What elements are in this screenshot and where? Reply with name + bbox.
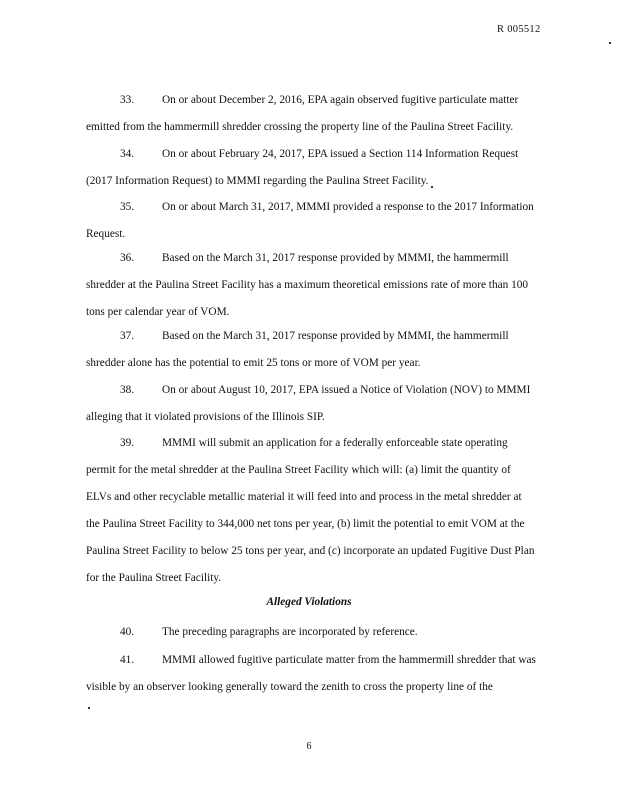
page-number: 6 (306, 741, 312, 752)
paragraph-33 (86, 87, 538, 141)
paragraph-41 (86, 647, 538, 701)
paragraph-35 (86, 194, 538, 248)
paragraph-text: On or about August 10, 2017, EPA issued a Notice of Violation (NOV) to MMMI alleging that it violated provisions of the Illinois SIP. (86, 384, 531, 423)
paragraph-number: 37. (120, 330, 135, 342)
paragraph-text: Based on the March 31, 2017 response provided by MMMI, the hammermill shredder at the Paulina Street Facility has a maximum theoretical emissions rate of more than 100 tons per calendar year of VOM. (86, 252, 529, 318)
paragraph-number: 33. (120, 94, 135, 106)
paragraph-text: On or about February 24, 2017, EPA issued a Section 114 Information Request (2017 Information Request) to MMMI regarding the Paulina Street Facility. (86, 148, 519, 187)
paragraph-text: MMMI allowed fugitive particulate matter from the hammermill shredder that was visible by an observer looking generally toward the zenith to cross the property line of the (86, 654, 536, 693)
section-heading: Alleged Violations (266, 596, 352, 608)
paragraph-text: Based on the March 31, 2017 response provided by MMMI, the hammermill shredder alone has the potential to emit 25 tons or more of VOM per year. (86, 330, 509, 369)
scan-speck (431, 186, 433, 188)
paragraph-number: 36. (120, 252, 135, 264)
paragraph-text: The preceding paragraphs are incorporated by reference. (162, 626, 418, 638)
paragraph-number: 39. (120, 437, 135, 449)
paragraph-39 (86, 430, 538, 592)
paragraph-40 (86, 619, 538, 646)
paragraph-text: MMMI will submit an application for a federally enforceable state operating permit for the metal shredder at the Paulina Street Facility which will: (a) limit the quantity of ELVs and other recyclable metallic material it will feed into and process in the metal shredder at the Paulina Street Facility to 344,000 net tons per year, (b) limit the potential to emit VOM at the Paulina Street Facility to below 25 tons per year, and (c) incorporate an updated Fugitive Dust Plan for the Paulina Street Facility. (86, 437, 535, 584)
paragraph-text: On or about December 2, 2016, EPA again observed fugitive particulate matter emitted from the hammermill shredder crossing the property line of the Paulina Street Facility. (86, 94, 519, 133)
paragraph-text: On or about March 31, 2017, MMMI provided a response to the 2017 Information Request. (86, 201, 534, 240)
paragraph-36 (86, 245, 538, 326)
bates-number: R 005512 (497, 24, 541, 35)
scan-speck (88, 707, 90, 709)
paragraph-34 (86, 141, 538, 195)
paragraph-number: 40. (120, 626, 135, 638)
paragraph-number: 41. (120, 654, 135, 666)
paragraph-38 (86, 377, 538, 431)
scan-speck (609, 42, 611, 44)
paragraph-number: 34. (120, 148, 135, 160)
paragraph-37 (86, 323, 538, 377)
paragraph-number: 35. (120, 201, 135, 213)
paragraph-number: 38. (120, 384, 135, 396)
